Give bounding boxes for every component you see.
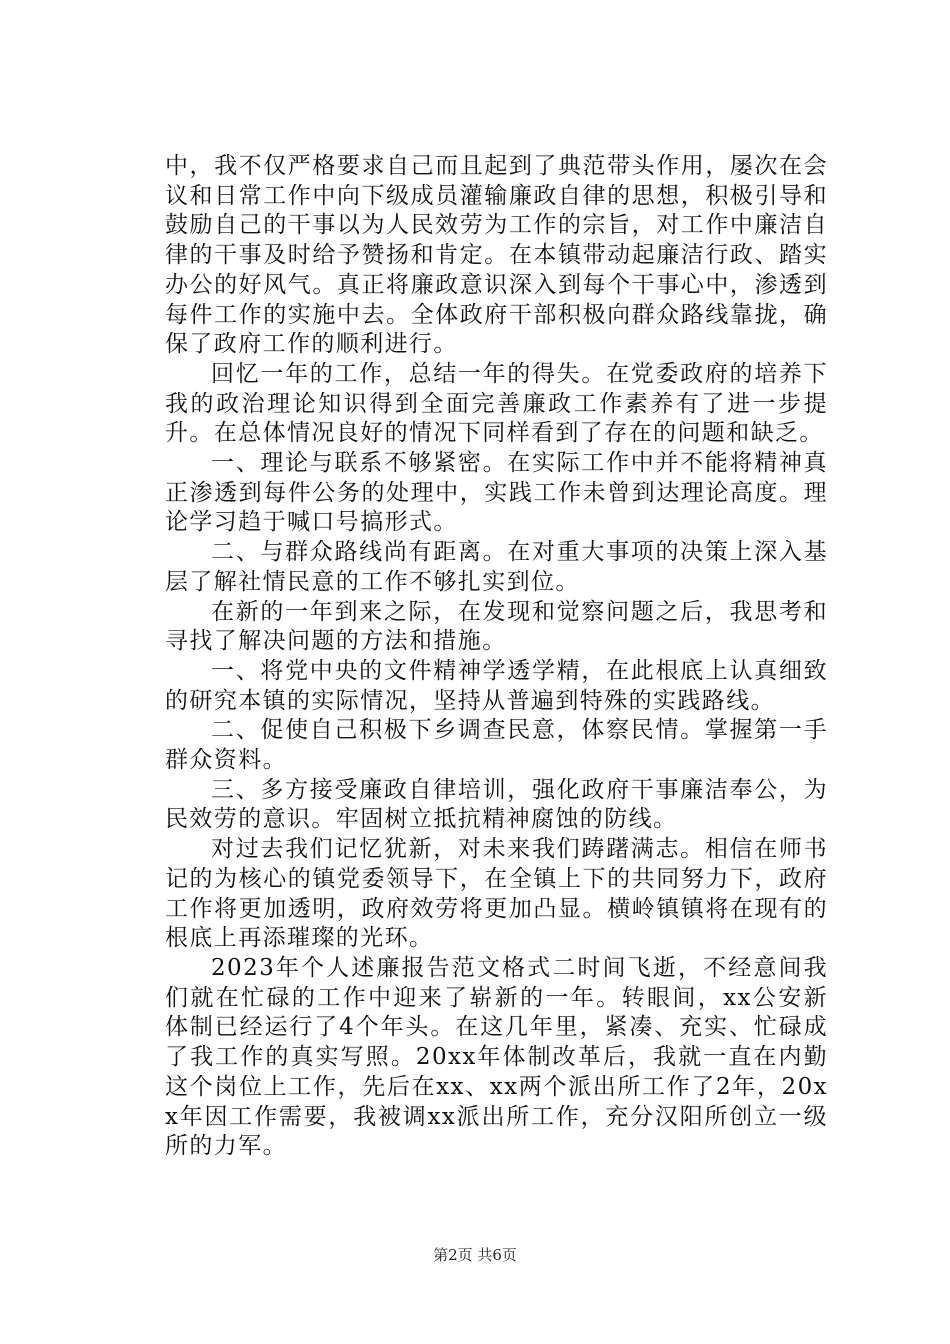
paragraph: 对过去我们记忆犹新，对未来我们踌躇满志。相信在师书记的为核心的镇党委领导下，在全镇上下的共同努力下，政府工作将更加透明，政府效劳将更加凸显。横岭镇镇将在现有的根底上再添璀璨的光环。 [165,836,828,952]
paragraph: 二、促使自己积极下乡调查民意，体察民情。掌握第一手群众资料。 [165,717,828,774]
paragraph: 2023年个人述廉报告范文格式二时间飞逝，不经意间我们就在忙碌的工作中迎来了崭新的一年。转眼间，xx公安新体制已经运行了4个年头。在这几年里，紧凑、充实、忙碌成了我工作的真实写照。20xx年体制改革后，我就一直在内勤这个岗位上工作，先后在xx、xx两个派出所工作了2年，20xx年因工作需要，我被调xx派出所工作，充分汉阳所创立一级所的力军。 [165,954,828,1160]
paragraph: 中，我不仅严格要求自己而且起到了典范带头作用，屡次在会议和日常工作中向下级成员灌输廉政自律的思想，积极引导和鼓励自己的干事以为人民效劳为工作的宗旨，对工作中廉洁自律的干事及时给予赞扬和肯定。在本镇带动起廉洁行政、踏实办公的好风气。真正将廉政意识深入到每个干事心中，渗透到每件工作的实施中去。全体政府干部积极向群众路线靠拢，确保了政府工作的顺利进行。 [165,153,828,358]
paragraph: 回忆一年的工作，总结一年的得失。在党委政府的培养下我的政治理论知识得到全面完善廉政工作素养有了进一步提升。在总体情况良好的情况下同样看到了存在的问题和缺乏。 [165,360,828,447]
paragraph: 二、与群众路线尚有距离。在对重大事项的决策上深入基层了解社情民意的工作不够扎实到位。 [165,539,828,595]
paragraph: 一、理论与联系不够紧密。在实际工作中并不能将精神真正渗透到每件公务的处理中，实践工作未曾到达理论高度。理论学习趋于喊口号搞形式。 [165,450,828,536]
page-number-footer: 第2页 共6页 [433,1246,517,1264]
document-body [165,152,828,1162]
paragraph: 三、多方接受廉政自律培训，强化政府干事廉洁奉公，为民效劳的意识。牢固树立抵抗精神腐蚀的防线。 [165,776,828,833]
paragraph: 在新的一年到来之际，在发现和觉察问题之后，我思考和寻找了解决问题的方法和措施。 [165,598,828,655]
paragraph: 一、将党中央的文件精神学透学精，在此根底上认真细致的研究本镇的实际情况，坚持从普遍到特殊的实践路线。 [165,657,828,714]
